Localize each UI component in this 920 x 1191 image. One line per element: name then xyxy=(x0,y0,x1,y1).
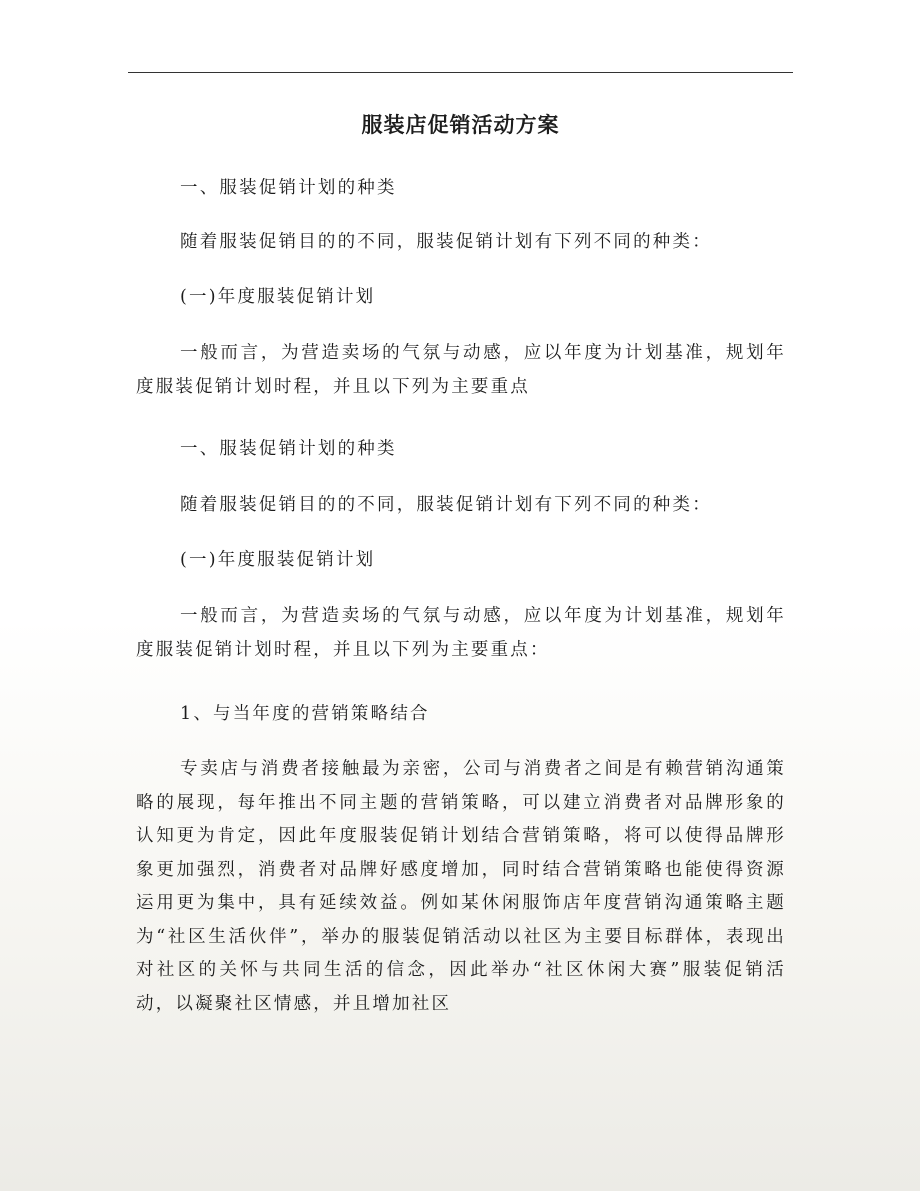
subsection-heading: (一)年度服装促销计划 xyxy=(180,550,376,570)
document-title: 服装店促销活动方案 xyxy=(361,112,560,137)
paragraph: 随着服装促销目的的不同，服装促销计划有下列不同的种类： xyxy=(180,495,712,515)
paragraph: 专卖店与消费者接触最为亲密，公司与消费者之间是有赖营销沟通策略的展现，每年推出不同主题的营销策略，可以建立消费者对品牌形象的认知更为肯定，因此年度服装促销计划结合营销策略，将可以使得品牌形象更加强烈，消费者对品牌好感度增加，同时结合营销策略也能使得资源运用更为集中，具有延续效益。例如某休闲服饰店年度营销沟通策略主题为“社区生活伙伴”，举办的服装促销活动以社区为主要目标群体，表现出对社区的关怀与共同生活的信念，因此举办“社区休闲大赛”服装促销活动，以凝聚社区情感，并且增加社区 xyxy=(136,759,786,1014)
list-item-heading: 1、与当年度的营销策略结合 xyxy=(180,704,430,724)
section-heading: 一、服装促销计划的种类 xyxy=(180,178,397,198)
subsection-heading: (一)年度服装促销计划 xyxy=(180,287,376,307)
paragraph: 随着服装促销目的的不同，服装促销计划有下列不同的种类： xyxy=(180,232,712,252)
paragraph: 一般而言，为营造卖场的气氛与动感，应以年度为计划基准，规划年度服装促销计划时程，并且以下列为主要重点： xyxy=(136,606,786,660)
header-rule xyxy=(128,72,793,73)
section-heading: 一、服装促销计划的种类 xyxy=(180,439,397,459)
paragraph: 一般而言，为营造卖场的气氛与动感，应以年度为计划基准，规划年度服装促销计划时程，并且以下列为主要重点 xyxy=(136,343,786,397)
